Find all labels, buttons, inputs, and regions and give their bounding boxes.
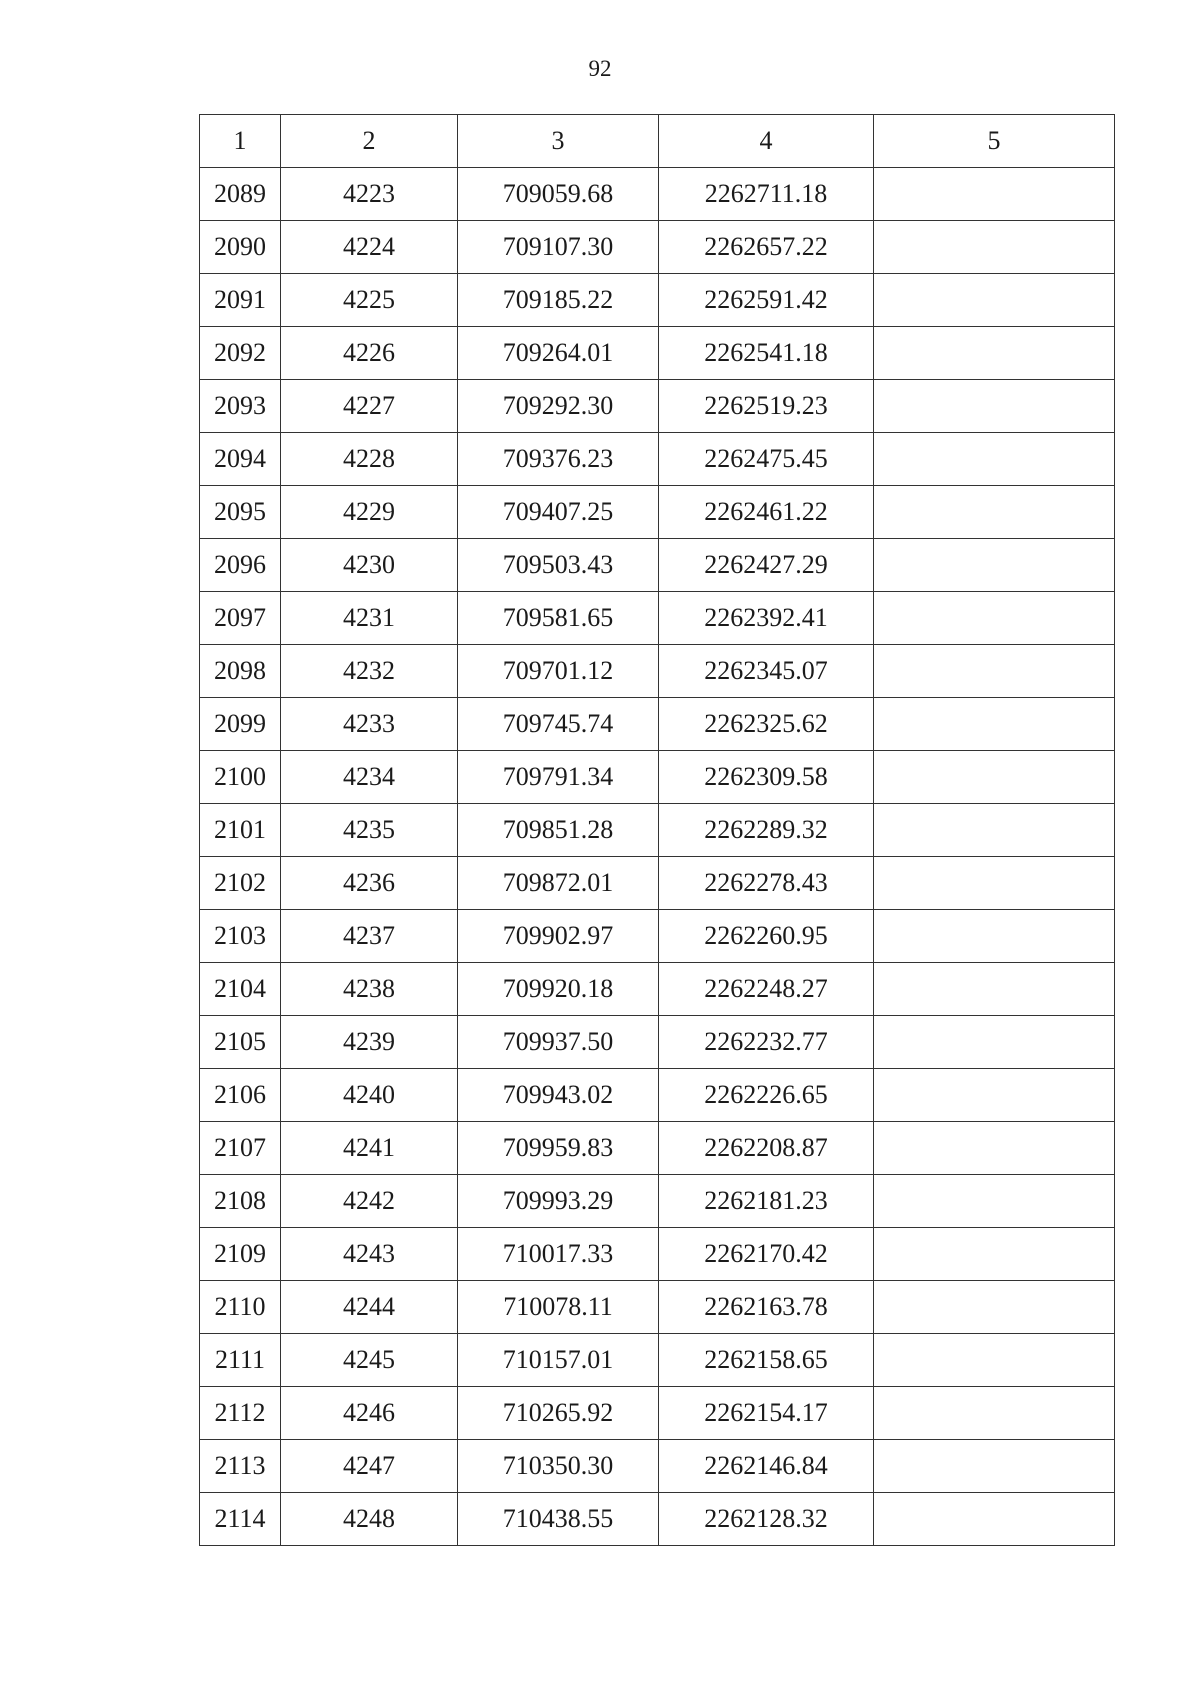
table-cell-col-4: 2262591.42 [659,274,874,327]
table-cell-col-4: 2262163.78 [659,1281,874,1334]
table-cell-col-1: 2096 [200,539,281,592]
header-cell-1: 1 [200,115,281,168]
table-cell-col-5 [874,857,1115,910]
table-cell-col-4: 2262711.18 [659,168,874,221]
table-cell-col-5 [874,168,1115,221]
table-cell-col-3: 709937.50 [458,1016,659,1069]
header-cell-4: 4 [659,115,874,168]
page-number: 92 [588,56,612,81]
table-row [200,751,1115,804]
table-cell-col-5 [874,221,1115,274]
table-cell-col-4: 2262345.07 [659,645,874,698]
table-row [200,433,1115,486]
table-cell-col-4: 2262181.23 [659,1175,874,1228]
table-row [200,1387,1115,1440]
table-cell-col-3: 709701.12 [458,645,659,698]
table-cell-col-2: 4235 [281,804,458,857]
table-cell-col-3: 709993.29 [458,1175,659,1228]
table-cell-col-3: 709791.34 [458,751,659,804]
table-cell-col-5 [874,963,1115,1016]
table-cell-col-1: 2098 [200,645,281,698]
table-cell-col-2: 4229 [281,486,458,539]
table-cell-col-5 [874,910,1115,963]
table-cell-col-2: 4244 [281,1281,458,1334]
table-cell-col-1: 2103 [200,910,281,963]
table-cell-col-3: 709920.18 [458,963,659,1016]
table-cell-col-2: 4234 [281,751,458,804]
table-cell-col-2: 4242 [281,1175,458,1228]
table-cell-col-5 [874,1334,1115,1387]
table-cell-col-3: 709902.97 [458,910,659,963]
header-cell-2: 2 [281,115,458,168]
table-cell-col-5 [874,433,1115,486]
table-cell-col-1: 2089 [200,168,281,221]
table-cell-col-3: 710438.55 [458,1493,659,1546]
table-cell-col-3: 709107.30 [458,221,659,274]
table-cell-col-2: 4243 [281,1228,458,1281]
table-cell-col-4: 2262158.65 [659,1334,874,1387]
table-cell-col-5 [874,1281,1115,1334]
table-row [200,1069,1115,1122]
table-row [200,698,1115,751]
table-cell-col-3: 709959.83 [458,1122,659,1175]
table-cell-col-3: 709745.74 [458,698,659,751]
table-cell-col-1: 2094 [200,433,281,486]
table-cell-col-3: 709503.43 [458,539,659,592]
table-header-row [200,115,1115,168]
table-row [200,221,1115,274]
table-row [200,645,1115,698]
table-cell-col-3: 709851.28 [458,804,659,857]
table-cell-col-2: 4230 [281,539,458,592]
table-cell-col-4: 2262154.17 [659,1387,874,1440]
table-row [200,1016,1115,1069]
table-cell-col-2: 4232 [281,645,458,698]
table-cell-col-2: 4238 [281,963,458,1016]
table-cell-col-1: 2091 [200,274,281,327]
table-cell-col-1: 2109 [200,1228,281,1281]
table-cell-col-2: 4248 [281,1493,458,1546]
table-row [200,1122,1115,1175]
table-cell-col-1: 2107 [200,1122,281,1175]
table-cell-col-4: 2262128.32 [659,1493,874,1546]
table-cell-col-3: 709264.01 [458,327,659,380]
table-row [200,1281,1115,1334]
table-cell-col-1: 2110 [200,1281,281,1334]
table-cell-col-2: 4227 [281,380,458,433]
table-row [200,1493,1115,1546]
table-cell-col-4: 2262289.32 [659,804,874,857]
table-cell-col-1: 2112 [200,1387,281,1440]
table-cell-col-5 [874,327,1115,380]
table-cell-col-2: 4239 [281,1016,458,1069]
table-cell-col-4: 2262278.43 [659,857,874,910]
table-cell-col-3: 709943.02 [458,1069,659,1122]
table-cell-col-2: 4237 [281,910,458,963]
table-cell-col-4: 2262232.77 [659,1016,874,1069]
table-cell-col-4: 2262309.58 [659,751,874,804]
header-cell-3: 3 [458,115,659,168]
table-cell-col-4: 2262325.62 [659,698,874,751]
table-row [200,1334,1115,1387]
table-cell-col-1: 2102 [200,857,281,910]
table-cell-col-3: 710350.30 [458,1440,659,1493]
table-cell-col-1: 2092 [200,327,281,380]
table-cell-col-3: 709407.25 [458,486,659,539]
table-row [200,380,1115,433]
table-cell-col-1: 2090 [200,221,281,274]
table-cell-col-2: 4236 [281,857,458,910]
table-row [200,1440,1115,1493]
table-cell-col-4: 2262657.22 [659,221,874,274]
table-row [200,910,1115,963]
table-cell-col-2: 4224 [281,221,458,274]
table-cell-col-5 [874,1175,1115,1228]
table-cell-col-4: 2262541.18 [659,327,874,380]
table-cell-col-5 [874,539,1115,592]
table-cell-col-2: 4223 [281,168,458,221]
table-row [200,168,1115,221]
table-cell-col-1: 2095 [200,486,281,539]
table-cell-col-3: 710017.33 [458,1228,659,1281]
table-cell-col-4: 2262519.23 [659,380,874,433]
table-cell-col-2: 4231 [281,592,458,645]
table-cell-col-2: 4228 [281,433,458,486]
table-cell-col-4: 2262248.27 [659,963,874,1016]
table-cell-col-4: 2262475.45 [659,433,874,486]
table-cell-col-3: 709059.68 [458,168,659,221]
table-cell-col-5 [874,1440,1115,1493]
table-row [200,327,1115,380]
table-cell-col-5 [874,751,1115,804]
table-row [200,1228,1115,1281]
table-cell-col-3: 710265.92 [458,1387,659,1440]
table-cell-col-1: 2105 [200,1016,281,1069]
table-cell-col-5 [874,380,1115,433]
table-cell-col-5 [874,1228,1115,1281]
table-row [200,857,1115,910]
table-cell-col-5 [874,698,1115,751]
table-row [200,1175,1115,1228]
table-cell-col-3: 709292.30 [458,380,659,433]
table-cell-col-2: 4225 [281,274,458,327]
table-cell-col-1: 2108 [200,1175,281,1228]
table-cell-col-5 [874,1069,1115,1122]
table-row [200,274,1115,327]
table-cell-col-4: 2262260.95 [659,910,874,963]
table-cell-col-2: 4246 [281,1387,458,1440]
table-cell-col-2: 4245 [281,1334,458,1387]
table-cell-col-5 [874,1122,1115,1175]
table-cell-col-1: 2111 [200,1334,281,1387]
table-cell-col-5 [874,804,1115,857]
table-row [200,539,1115,592]
table-cell-col-2: 4241 [281,1122,458,1175]
table-cell-col-1: 2093 [200,380,281,433]
table-cell-col-4: 2262170.42 [659,1228,874,1281]
table-cell-col-2: 4240 [281,1069,458,1122]
coordinates-table [199,114,1115,1546]
table-cell-col-5 [874,645,1115,698]
table-cell-col-1: 2106 [200,1069,281,1122]
table-cell-col-4: 2262392.41 [659,592,874,645]
table-row [200,804,1115,857]
table-cell-col-3: 709581.65 [458,592,659,645]
table-cell-col-4: 2262427.29 [659,539,874,592]
table-cell-col-3: 709185.22 [458,274,659,327]
table-cell-col-5 [874,1493,1115,1546]
table-row [200,963,1115,1016]
table-cell-col-2: 4247 [281,1440,458,1493]
table-cell-col-1: 2099 [200,698,281,751]
table-cell-col-2: 4226 [281,327,458,380]
table-cell-col-1: 2114 [200,1493,281,1546]
table-cell-col-5 [874,274,1115,327]
table-cell-col-3: 709872.01 [458,857,659,910]
table-cell-col-1: 2101 [200,804,281,857]
table-cell-col-4: 2262226.65 [659,1069,874,1122]
table-row [200,592,1115,645]
table-cell-col-1: 2097 [200,592,281,645]
table-cell-col-1: 2113 [200,1440,281,1493]
table-cell-col-4: 2262208.87 [659,1122,874,1175]
table-cell-col-5 [874,1387,1115,1440]
table-cell-col-2: 4233 [281,698,458,751]
table-cell-col-4: 2262461.22 [659,486,874,539]
table-body [200,168,1115,1546]
table-cell-col-3: 710157.01 [458,1334,659,1387]
table-row [200,486,1115,539]
table-cell-col-1: 2104 [200,963,281,1016]
table-cell-col-4: 2262146.84 [659,1440,874,1493]
table-cell-col-1: 2100 [200,751,281,804]
table-cell-col-3: 710078.11 [458,1281,659,1334]
table-cell-col-5 [874,486,1115,539]
table-cell-col-3: 709376.23 [458,433,659,486]
table-cell-col-5 [874,1016,1115,1069]
table-cell-col-5 [874,592,1115,645]
header-cell-5: 5 [874,115,1115,168]
